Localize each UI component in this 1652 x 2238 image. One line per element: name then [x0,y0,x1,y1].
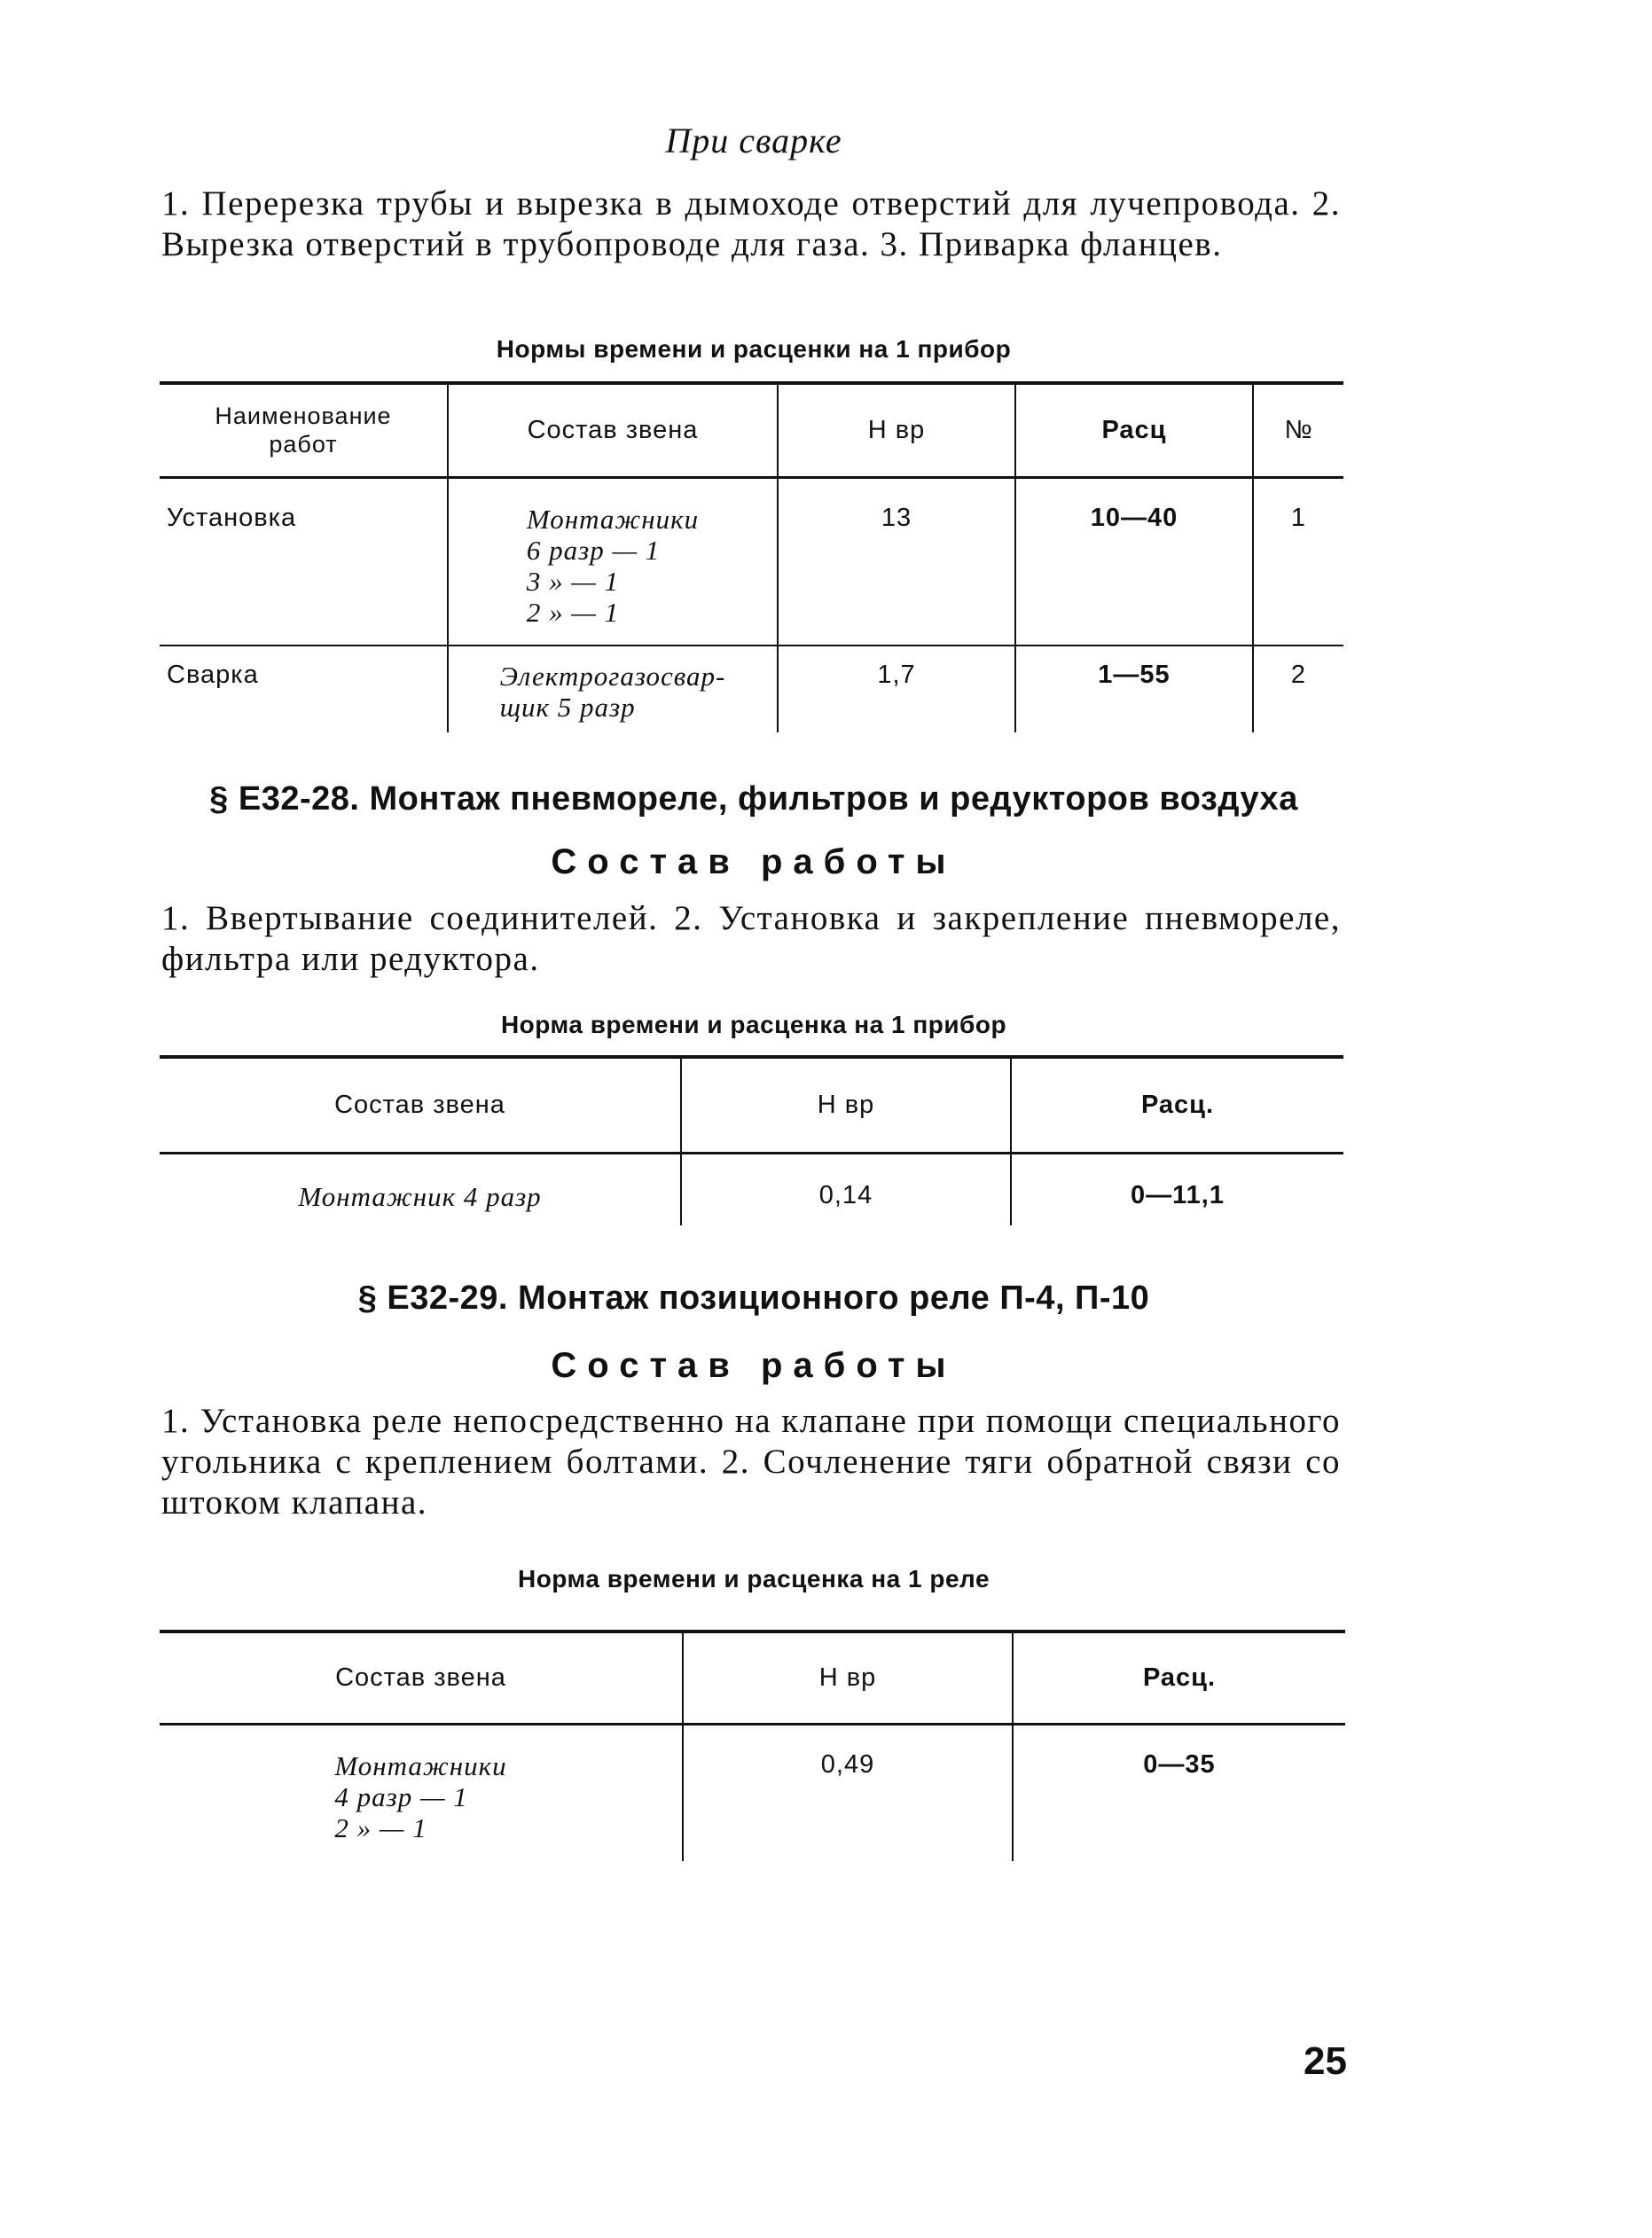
header-hours: Н вр [681,1057,1011,1153]
header-rate: Расц [1015,383,1253,477]
hours-cell: 0,14 [681,1153,1011,1225]
crew-line: 2 » — 1 [526,596,620,628]
crew-line: 4 разр — 1 [334,1780,468,1812]
crew-line: 2 » — 1 [334,1812,427,1843]
table-header-row [160,1057,1343,1153]
hours-cell: 13 [778,477,1015,646]
section-heading-e32-29: § Е32-29. Монтаж позиционного реле П-4, П-10 [357,1279,1150,1317]
crew-line: щик 5 разр [499,692,636,723]
welding-norms-table [160,381,1343,732]
composition-text: 1. Установка реле непосредственно на клапане при помощи специального угольника с креплением болтами. 2. Сочленение тяги обратной связи со штоком клапана. [161,1402,1341,1522]
number-cell: 2 [1253,646,1343,732]
crew-cell [448,646,778,732]
crew-cell: Монтажник 4 разр [298,1180,542,1212]
header-crew: Состав звена [448,383,778,477]
header-hours: Н вр [683,1632,1013,1724]
subsection-title: При сварке [665,121,842,160]
norm-table-e32-29 [160,1630,1345,1861]
table-caption: Норма времени и расценка на 1 реле [517,1565,990,1592]
hours-cell: 1,7 [778,646,1015,732]
header-rate: Расц. [1013,1632,1345,1724]
crew-line: 6 разр — 1 [526,534,661,566]
section-heading-e32-28: § Е32-28. Монтаж пневмореле, фильтров и редукторов воздуха [209,780,1298,818]
work-name-cell: Установка [160,477,448,646]
crew-title: Электрогазосвар- [499,661,726,692]
header-hours: Н вр [778,383,1015,477]
work-name-cell: Сварка [167,661,259,689]
hours-cell: 0,49 [683,1724,1013,1861]
welding-composition-text: 1. Перерезка трубы и вырезка в дымоходе отверстий для лучепровода. 2. Вырезка отверстий в трубопроводе для газа. 3. Приварка фланцев. [161,184,1341,263]
header-crew: Состав звена [160,1632,683,1724]
table-row [160,1724,1345,1861]
rate-cell: 1—55 [1015,646,1253,732]
composition-title: Состав работы [551,1346,957,1385]
header-number: № [1253,383,1343,477]
norm-table-e32-28 [160,1055,1343,1225]
table-caption: Норма времени и расценка на 1 прибор [500,1011,1007,1038]
header-rate: Расц. [1011,1057,1343,1153]
rate-cell: 0—11,1 [1011,1153,1343,1225]
crew-title: Монтажники [526,503,700,535]
table-row [160,477,1343,646]
crew-line: 3 » — 1 [526,565,620,597]
table-header-row [160,383,1343,477]
table-row [160,646,1343,732]
table-caption: Нормы времени и расценки на 1 прибор [496,335,1012,363]
crew-cell [160,1724,683,1861]
table-header-row [160,1632,1345,1724]
composition-text: 1. Ввертывание соединителей. 2. Установка и закрепление пневмореле, фильтра или редуктора. [161,899,1341,978]
number-cell: 1 [1253,477,1343,646]
crew-title: Монтажники [334,1749,507,1781]
table-row [160,1153,1343,1225]
composition-title: Состав работы [551,842,957,881]
page-number: 25 [1304,2039,1347,2083]
rate-cell: 0—35 [1013,1724,1345,1861]
header-work-name: Наименование работ [160,383,448,477]
header-crew: Состав звена [160,1057,681,1153]
rate-cell: 10—40 [1015,477,1253,646]
crew-cell [448,477,778,646]
